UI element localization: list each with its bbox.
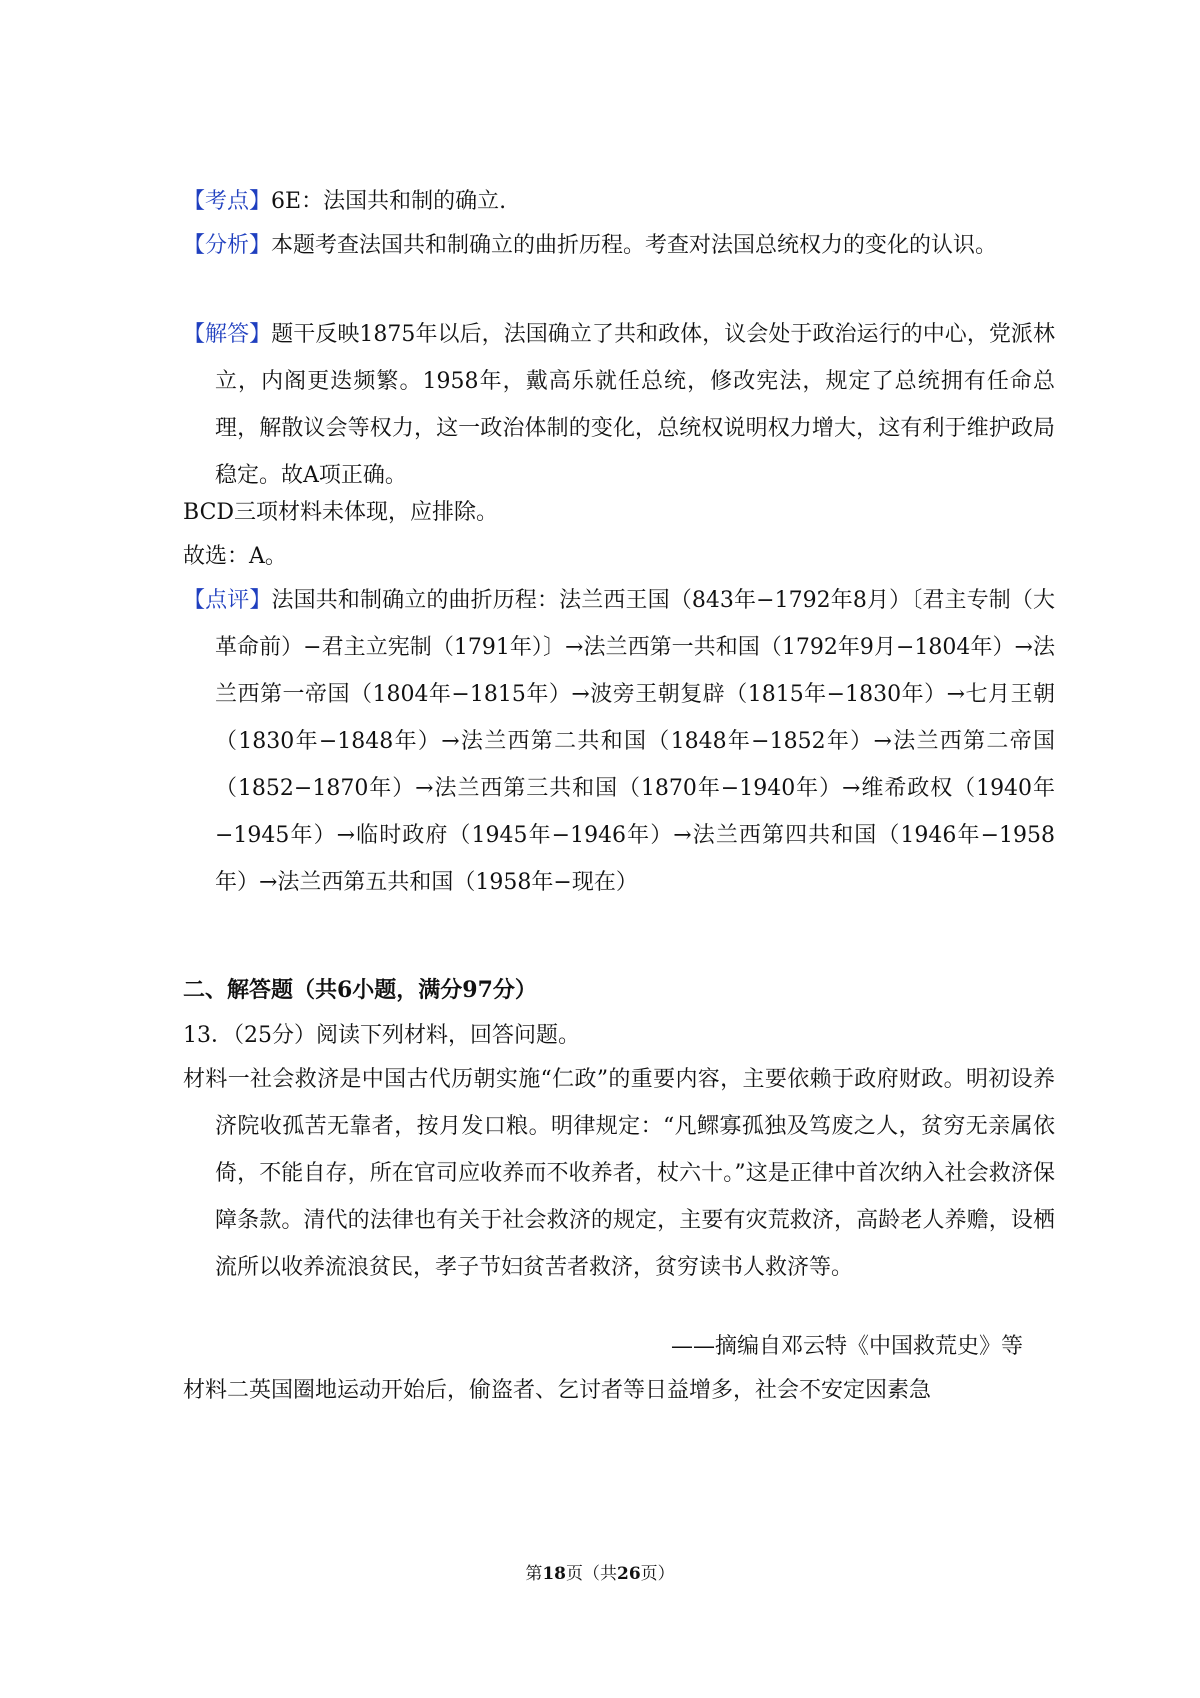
kaodian-text: 6E：法国共和制的确立.	[271, 189, 507, 214]
jieda-paragraph	[183, 311, 1055, 499]
footer-prefix: 第	[525, 1564, 543, 1584]
footer-page-number: 18	[542, 1564, 566, 1584]
footer-suffix: 页）	[640, 1564, 675, 1584]
dianping-paragraph	[183, 577, 1055, 906]
kaodian-paragraph	[183, 178, 1055, 225]
fenxi-tag: 【分析】	[183, 233, 272, 258]
page-footer	[0, 1562, 1200, 1586]
material-two: 材料二英国圈地运动开始后，偷盗者、乞讨者等日益增多，社会不安定因素急	[183, 1378, 932, 1403]
question-13: 13．（25分）阅读下列材料，回答问题。	[183, 1023, 580, 1048]
fenxi-text: 本题考查法国共和制确立的曲折历程。考查对法国总统权力的变化的认识。	[271, 233, 998, 258]
material-one-source: ——摘编自邓云特《中国救荒史》等	[670, 1334, 1023, 1359]
choice-line: 故选：A。	[183, 544, 287, 569]
jieda-tag: 【解答】	[183, 322, 272, 347]
kaodian-tag: 【考点】	[183, 189, 272, 214]
footer-mid: 页（共	[566, 1564, 617, 1584]
exclude-line: BCD三项材料未体现，应排除。	[183, 500, 499, 525]
section-heading: 二、解答题（共6小题，满分97分）	[183, 977, 537, 1003]
material-one: 材料一社会救济是中国古代历朝实施“仁政”的重要内容，主要依赖于政府财政。明初设养济院收孤苦无靠者，按月发口粮。明律规定：“凡鳏寡孤独及笃废之人，贫穷无亲属依倚，不能自存，所在官司应收养而不收养者，杖六十。”这是正律中首次纳入社会救济保障条款。清代的法律也有关于社会救济的规定，主要有灾荒救济，高龄老人养赡，设栖流所以收养流浪贫民，孝子节妇贫苦者救济，贫穷读书人救济等。	[183, 1067, 1055, 1280]
fenxi-paragraph	[183, 222, 1055, 269]
dianping-text: 法国共和制确立的曲折历程：法兰西王国（843年−1792年8月）〔君主专制（大革命前）−君主立宪制（1791年）〕→法兰西第一共和国（1792年9月−1804年）→法兰西第一帝国（1804年−1815年）→波旁王朝复辟（1815年−1830年）→七月王朝（1830年−1848年）→法兰西第二共和国（1848年−1852年）→法兰西第二帝国（1852−1870年）→法兰西第三共和国（1870年−1940年）→维希政权（1940年−1945年）→临时政府（1945年−1946年）→法兰西第四共和国（1946年−1958年）→法兰西第五共和国（1958年−现在）	[215, 588, 1055, 895]
jieda-text: 题干反映1875年以后，法国确立了共和政体，议会处于政治运行的中心，党派林立，内阁更迭频繁。1958年，戴高乐就任总统，修改宪法，规定了总统拥有任命总理，解散议会等权力，这一政治体制的变化，总统权说明权力增大，这有利于维护政局稳定。故A项正确。	[215, 322, 1055, 488]
dianping-tag: 【点评】	[183, 588, 272, 613]
footer-total-pages: 26	[617, 1564, 641, 1584]
